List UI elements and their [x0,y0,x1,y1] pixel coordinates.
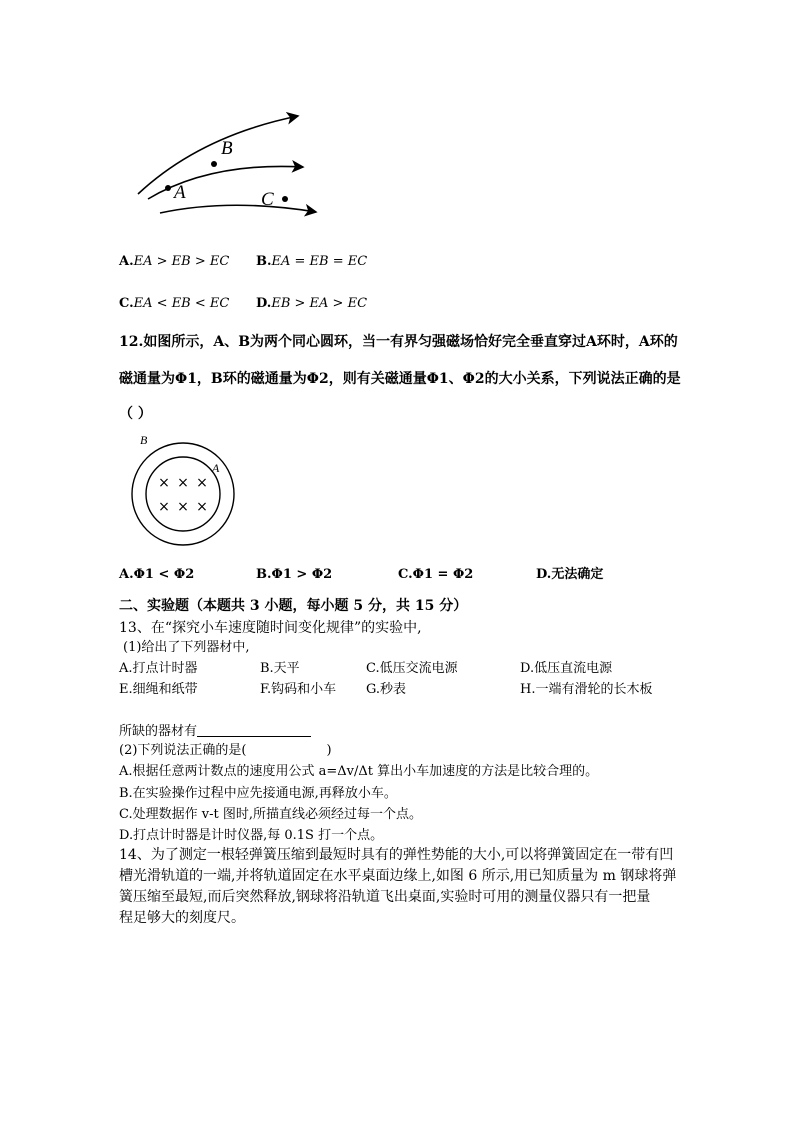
q13-statement: A.根据任意两计数点的速度用公式 a=Δv/Δt 算出小车加速度的方法是比较合理的。 [119,764,599,779]
q14-line: 程足够大的刻度尺。 [119,910,245,926]
q11-option-c-expr: EA < EB < EC [133,296,230,311]
label-c: C [261,189,274,210]
point-a-dot [165,185,171,191]
q11-option-b-letter: B. [256,254,272,269]
field-line-top [138,116,298,194]
q11-option-d [256,296,367,312]
point-c-dot [282,196,288,202]
label-b: B [221,138,233,159]
ring-b [132,443,234,545]
q12-option-a: A.Φ1 < Φ2 [119,567,195,582]
q13-part1: (1)给出了下列器材中, [123,640,250,655]
q11-option-a-letter: A. [119,254,134,269]
q12-answer-paren: （ ） [119,406,152,422]
q11-option-a [119,254,229,270]
concentric-rings-figure [120,430,245,545]
q13-item: F.钩码和小车 [260,682,337,697]
q14-line: 簧压缩至最短,而后突然释放,钢球将沿轨道飞出桌面,实验时可用的测量仪器只有一把量 [119,889,651,905]
magnetic-field-crosses [158,475,208,515]
field-cross: × [177,499,189,515]
q13-item: D.低压直流电源 [520,661,613,676]
q13-item: H.一端有滑轮的长木板 [520,682,653,697]
ring-b-label: B [140,433,148,447]
point-b-dot [211,161,217,167]
field-line-middle [148,166,303,199]
q13-missing-row [119,722,311,740]
q11-option-d-expr: EB > EA > EC [271,296,368,311]
section-heading: 二、实验题（本题共 3 小题，每小题 5 分，共 15 分） [119,598,468,614]
q12-question-line-1: 12.如图所示，A、B为两个同心圆环，当一有界匀强磁场恰好完全垂直穿过A环时，A环的 [119,334,678,350]
q11-option-a-expr: EA > EB > EC [133,254,230,269]
q11-option-c-letter: C. [119,296,134,311]
q14-line: 槽光滑轨道的一端,并将轨道固定在水平桌面边缘上,如图 6 所示,用已知质量为 m 钢球将弹 [119,868,677,884]
ring-a-label: A [212,461,220,475]
q13-item: G.秒表 [366,682,407,697]
q12-option-b: B.Φ1 > Φ2 [256,567,333,582]
q11-option-d-letter: D. [256,296,272,311]
q13-statement: C.处理数据作 v-t 图时,所描直线必须经过每一个点。 [119,807,422,822]
q13-intro: 13、在“探究小车速度随时间变化规律”的实验中, [119,620,422,636]
q13-item: C.低压交流电源 [366,661,458,676]
q13-part2-row [119,743,332,759]
q13-missing-blank[interactable] [197,722,311,737]
q13-missing-label: 所缺的器材有 [119,724,198,739]
field-cross: × [158,499,170,515]
field-cross: × [177,475,189,491]
q13-part2-label: (2)下列说法正确的是( [119,743,247,758]
label-a: A [174,182,186,203]
q11-option-c [119,296,229,312]
field-cross: × [158,475,170,491]
q12-question-line-2: 磁通量为Φ1，B环的磁通量为Φ2，则有关磁通量Φ1、Φ2的大小关系，下列说法正确的是 [119,371,681,387]
field-lines-figure [120,100,330,220]
q12-option-d: D.无法确定 [536,567,604,582]
q13-statement: B.在实验操作过程中应先接通电源,再释放小车。 [119,786,397,801]
q11-option-b-expr: EA = EB = EC [271,254,368,269]
q13-statement: D.打点计时器是计时仪器,每 0.1S 打一个点。 [119,828,384,843]
ring-a [146,457,220,531]
q13-item: A.打点计时器 [119,661,198,676]
q14-line: 14、为了测定一根轻弹簧压缩到最短时具有的弹性势能的大小,可以将弹簧固定在一带有凹 [119,847,674,863]
q12-option-c: C.Φ1 = Φ2 [398,567,474,582]
q13-item: B.天平 [260,661,300,676]
q13-item: E.细绳和纸带 [119,682,198,697]
q11-option-b [256,254,367,270]
field-cross: × [196,499,208,515]
q13-part2-close: ) [326,743,332,758]
field-cross: × [196,475,208,491]
field-line-bottom [160,205,316,213]
